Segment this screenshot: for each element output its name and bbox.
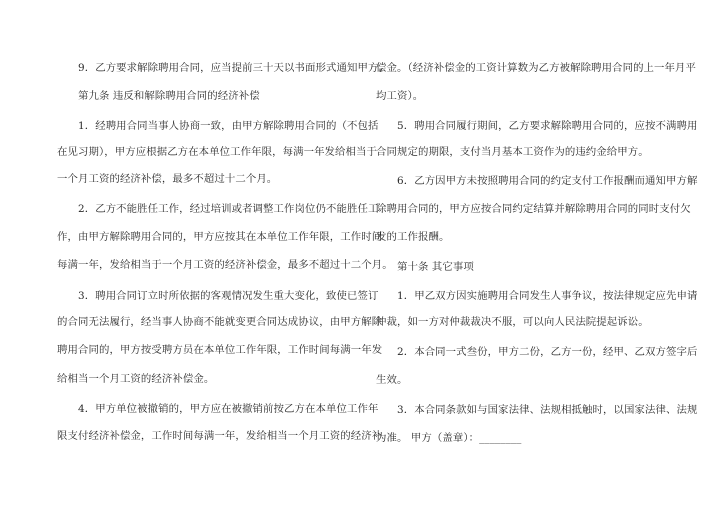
- section-heading-9: 第九条 违反和解除聘用合同的经济补偿: [78, 90, 260, 102]
- paragraph-line: 的合同无法履行，经当事人协商不能就变更合同达成协议，由甲方解除: [57, 316, 383, 328]
- signature-line: 为准。 甲方（盖章）：________: [376, 432, 522, 444]
- paragraph-line: 作，由甲方解除聘用合同的，甲方应按其在本单位工作年限，工作时间: [57, 231, 383, 243]
- paragraph-line: 限支付经济补偿金，工作时间每满一年，发给相当一个月工资的经济补: [57, 430, 383, 442]
- section-heading-10: 第十条 其它事项: [397, 261, 474, 273]
- paragraph-line: 4．甲方单位被撤销的，甲方应在被撤销前按乙方在本单位工作年: [78, 403, 379, 415]
- paragraph-line: 1．经聘用合同当事人协商一致，由甲方解除聘用合同的（不包括: [78, 120, 379, 132]
- paragraph-line: 每满一年，发给相当于一个月工资的经济补偿金，最多不超过十二个月。: [57, 259, 393, 271]
- paragraph-line: 5．聘用合同履行期间，乙方要求解除聘用合同的，应按不满聘用: [397, 120, 698, 132]
- paragraph-line: 3．聘用合同订立时所依据的客观情况发生重大变化，致使已签订: [78, 290, 379, 302]
- paragraph-line: 1．甲乙双方因实施聘用合同发生人事争议，按法律规定应先申请: [397, 290, 698, 302]
- paragraph-line: 均工资）。: [376, 90, 424, 102]
- paragraph-line: 给相当一个月工资的经济补偿金。: [57, 373, 215, 385]
- paragraph-line: 一个月工资的经济补偿，最多不超过十二个月。: [57, 173, 278, 185]
- paragraph-line: 聘用合同的，甲方按受聘方员在本单位工作年限，工作时间每满一年发: [57, 344, 383, 356]
- paragraph-line: 2．乙方不能胜任工作，经过培训或者调整工作岗位仍不能胜任工: [78, 203, 379, 215]
- paragraph-line: 生效。: [376, 374, 408, 386]
- paragraph-line: 6．乙方因甲方未按照聘用合同的约定支付工作报酬而通知甲方解: [397, 175, 698, 187]
- paragraph-line: 发的工作报酬。: [376, 231, 450, 243]
- paragraph-line: 合同规定的期限，支付当月基本工资作为的违约金给甲方。: [376, 146, 649, 158]
- paragraph-line: 3．本合同条款如与国家法律、法规相抵触时，以国家法律、法规: [397, 404, 698, 416]
- paragraph-line: 除聘用合同的，甲方应按合同约定结算并解除聘用合同的同时支付欠: [376, 203, 691, 215]
- paragraph-line: 9．乙方要求解除聘用合同，应当提前三十天以书面形式通知甲方。: [78, 62, 389, 74]
- paragraph-line: 2．本合同一式叁份，甲方二份，乙方一份，经甲、乙双方签字后: [397, 346, 698, 358]
- paragraph-line: 偿金。（经济补偿金的工资计算数为乙方被解除聘用合同的上一年月平: [376, 62, 697, 74]
- paragraph-line: 仲裁，如一方对仲裁裁决不服，可以向人民法院提起诉讼。: [376, 316, 649, 328]
- paragraph-line: 在见习期），甲方应根据乙方在本单位工作年限，每满一年发给相当于: [57, 146, 378, 158]
